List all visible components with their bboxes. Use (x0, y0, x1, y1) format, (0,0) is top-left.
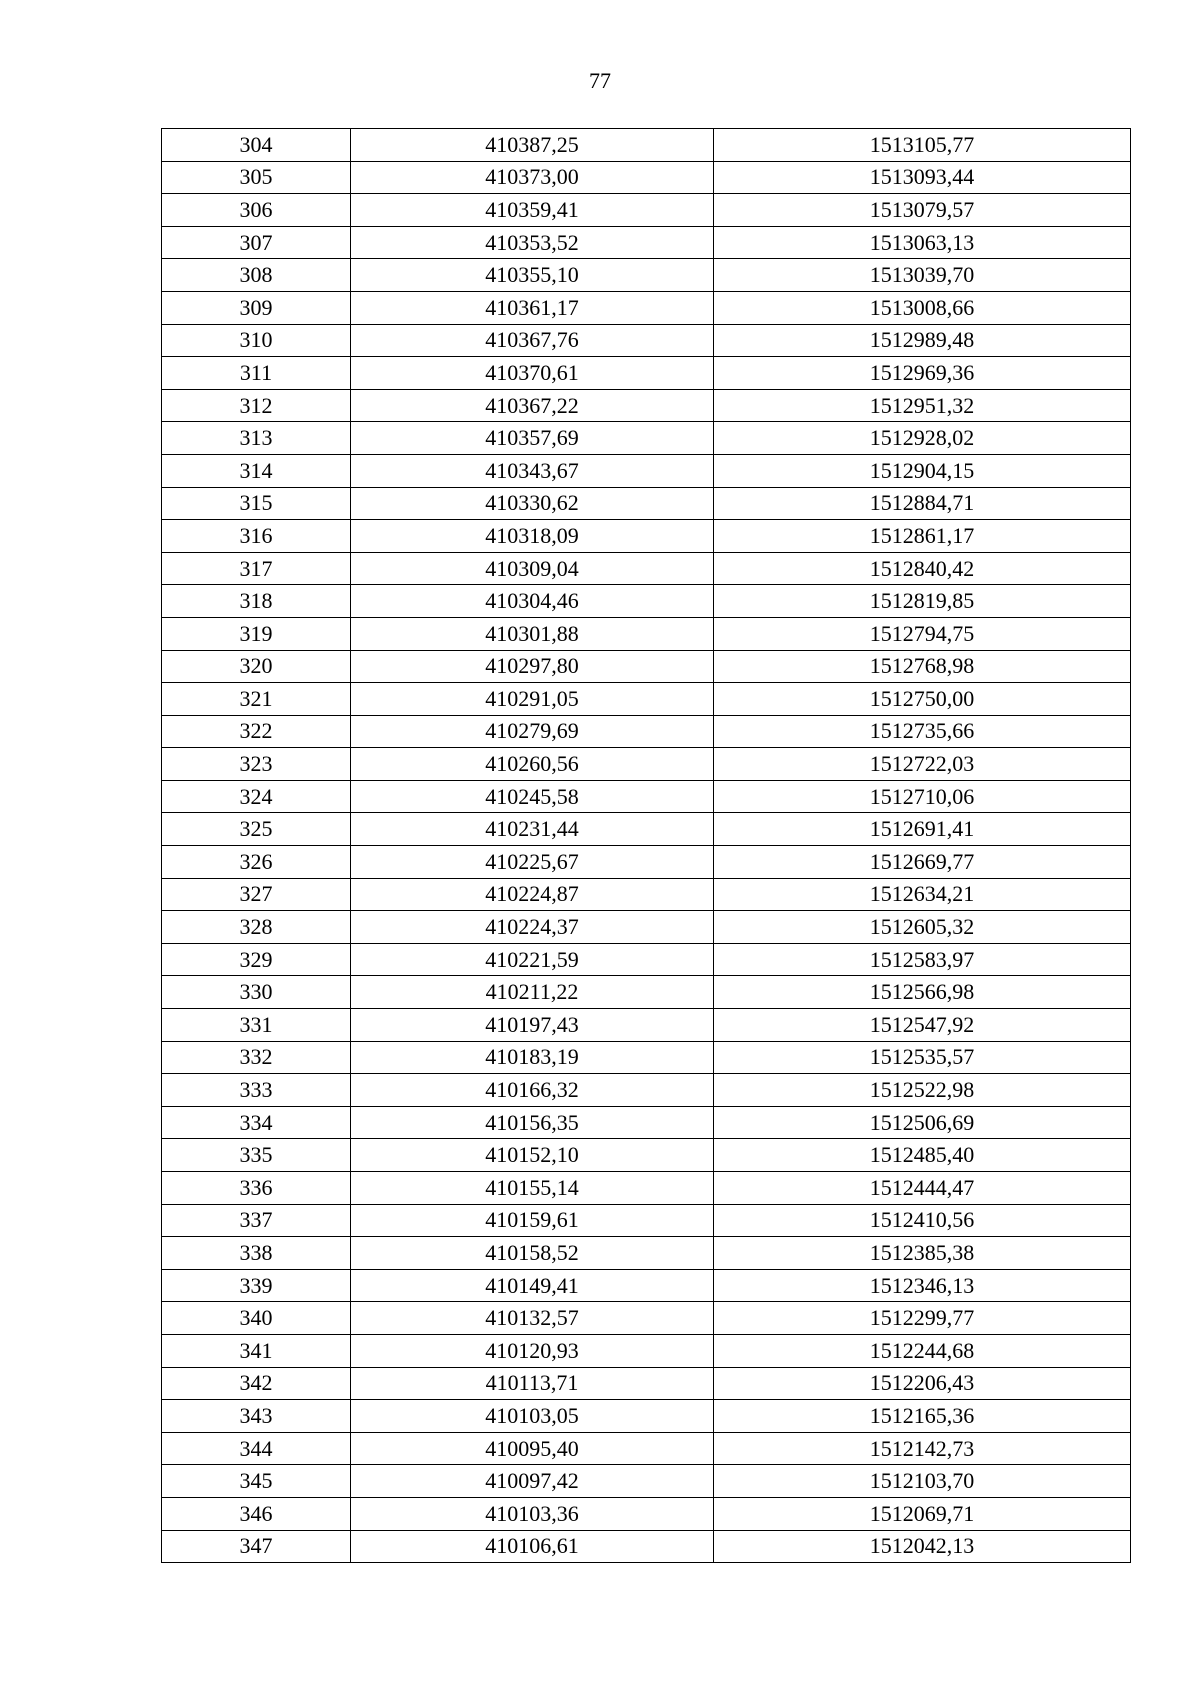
x-coordinate-cell: 410156,35 (351, 1106, 714, 1139)
x-coordinate-cell: 410359,41 (351, 194, 714, 227)
x-coordinate-cell: 410343,67 (351, 454, 714, 487)
point-number-cell: 329 (162, 943, 351, 976)
y-coordinate-cell: 1512410,56 (714, 1204, 1131, 1237)
x-coordinate-cell: 410224,37 (351, 911, 714, 944)
point-number-cell: 305 (162, 161, 351, 194)
x-coordinate-cell: 410245,58 (351, 780, 714, 813)
x-coordinate-cell: 410097,42 (351, 1465, 714, 1498)
point-number-cell: 309 (162, 291, 351, 324)
y-coordinate-cell: 1513105,77 (714, 129, 1131, 162)
point-number-cell: 330 (162, 976, 351, 1009)
x-coordinate-cell: 410221,59 (351, 943, 714, 976)
table-row (162, 683, 1131, 716)
point-number-cell: 311 (162, 357, 351, 390)
table-row (162, 650, 1131, 683)
point-number-cell: 331 (162, 1009, 351, 1042)
table-row (162, 161, 1131, 194)
y-coordinate-cell: 1512884,71 (714, 487, 1131, 520)
y-coordinate-cell: 1512583,97 (714, 943, 1131, 976)
table-row (162, 1400, 1131, 1433)
point-number-cell: 344 (162, 1432, 351, 1465)
x-coordinate-cell: 410361,17 (351, 291, 714, 324)
coordinates-table (161, 128, 1131, 1563)
point-number-cell: 321 (162, 683, 351, 716)
x-coordinate-cell: 410155,14 (351, 1172, 714, 1205)
point-number-cell: 340 (162, 1302, 351, 1335)
x-coordinate-cell: 410279,69 (351, 715, 714, 748)
y-coordinate-cell: 1512819,85 (714, 585, 1131, 618)
point-number-cell: 345 (162, 1465, 351, 1498)
point-number-cell: 323 (162, 748, 351, 781)
x-coordinate-cell: 410224,87 (351, 878, 714, 911)
x-coordinate-cell: 410367,22 (351, 389, 714, 422)
y-coordinate-cell: 1512346,13 (714, 1269, 1131, 1302)
point-number-cell: 304 (162, 129, 351, 162)
table-row (162, 422, 1131, 455)
y-coordinate-cell: 1513093,44 (714, 161, 1131, 194)
y-coordinate-cell: 1513079,57 (714, 194, 1131, 227)
table-row (162, 226, 1131, 259)
x-coordinate-cell: 410132,57 (351, 1302, 714, 1335)
point-number-cell: 313 (162, 422, 351, 455)
table-row (162, 1432, 1131, 1465)
table-row (162, 1269, 1131, 1302)
y-coordinate-cell: 1512299,77 (714, 1302, 1131, 1335)
table-row (162, 1139, 1131, 1172)
y-coordinate-cell: 1512861,17 (714, 520, 1131, 553)
point-number-cell: 343 (162, 1400, 351, 1433)
y-coordinate-cell: 1512206,43 (714, 1367, 1131, 1400)
point-number-cell: 325 (162, 813, 351, 846)
point-number-cell: 341 (162, 1334, 351, 1367)
y-coordinate-cell: 1512042,13 (714, 1530, 1131, 1563)
x-coordinate-cell: 410183,19 (351, 1041, 714, 1074)
table-row (162, 520, 1131, 553)
y-coordinate-cell: 1512735,66 (714, 715, 1131, 748)
x-coordinate-cell: 410095,40 (351, 1432, 714, 1465)
y-coordinate-cell: 1512165,36 (714, 1400, 1131, 1433)
table-row (162, 454, 1131, 487)
point-number-cell: 324 (162, 780, 351, 813)
y-coordinate-cell: 1512989,48 (714, 324, 1131, 357)
table-row (162, 259, 1131, 292)
point-number-cell: 312 (162, 389, 351, 422)
point-number-cell: 342 (162, 1367, 351, 1400)
table-row (162, 846, 1131, 879)
y-coordinate-cell: 1512566,98 (714, 976, 1131, 1009)
table-row (162, 878, 1131, 911)
point-number-cell: 333 (162, 1074, 351, 1107)
point-number-cell: 336 (162, 1172, 351, 1205)
table-row (162, 1530, 1131, 1563)
x-coordinate-cell: 410197,43 (351, 1009, 714, 1042)
table-row (162, 357, 1131, 390)
y-coordinate-cell: 1512904,15 (714, 454, 1131, 487)
x-coordinate-cell: 410330,62 (351, 487, 714, 520)
x-coordinate-cell: 410318,09 (351, 520, 714, 553)
x-coordinate-cell: 410297,80 (351, 650, 714, 683)
y-coordinate-cell: 1512722,03 (714, 748, 1131, 781)
table-row (162, 780, 1131, 813)
y-coordinate-cell: 1512969,36 (714, 357, 1131, 390)
x-coordinate-cell: 410231,44 (351, 813, 714, 846)
table-row (162, 813, 1131, 846)
point-number-cell: 316 (162, 520, 351, 553)
page-number: 77 (589, 68, 611, 93)
point-number-cell: 339 (162, 1269, 351, 1302)
x-coordinate-cell: 410103,36 (351, 1497, 714, 1530)
y-coordinate-cell: 1512142,73 (714, 1432, 1131, 1465)
x-coordinate-cell: 410367,76 (351, 324, 714, 357)
x-coordinate-cell: 410211,22 (351, 976, 714, 1009)
point-number-cell: 346 (162, 1497, 351, 1530)
point-number-cell: 335 (162, 1139, 351, 1172)
y-coordinate-cell: 1512547,92 (714, 1009, 1131, 1042)
x-coordinate-cell: 410106,61 (351, 1530, 714, 1563)
y-coordinate-cell: 1512794,75 (714, 617, 1131, 650)
table-row (162, 1367, 1131, 1400)
y-coordinate-cell: 1512605,32 (714, 911, 1131, 944)
table-row (162, 389, 1131, 422)
point-number-cell: 314 (162, 454, 351, 487)
table-row (162, 715, 1131, 748)
y-coordinate-cell: 1512485,40 (714, 1139, 1131, 1172)
x-coordinate-cell: 410260,56 (351, 748, 714, 781)
point-number-cell: 327 (162, 878, 351, 911)
table-row (162, 1302, 1131, 1335)
point-number-cell: 337 (162, 1204, 351, 1237)
y-coordinate-cell: 1512103,70 (714, 1465, 1131, 1498)
point-number-cell: 318 (162, 585, 351, 618)
x-coordinate-cell: 410355,10 (351, 259, 714, 292)
table-row (162, 1497, 1131, 1530)
table-row (162, 1334, 1131, 1367)
y-coordinate-cell: 1513039,70 (714, 259, 1131, 292)
y-coordinate-cell: 1512750,00 (714, 683, 1131, 716)
x-coordinate-cell: 410387,25 (351, 129, 714, 162)
point-number-cell: 319 (162, 617, 351, 650)
table-row (162, 911, 1131, 944)
table-row (162, 1009, 1131, 1042)
y-coordinate-cell: 1512710,06 (714, 780, 1131, 813)
table-row (162, 585, 1131, 618)
point-number-cell: 320 (162, 650, 351, 683)
point-number-cell: 332 (162, 1041, 351, 1074)
point-number-cell: 322 (162, 715, 351, 748)
point-number-cell: 317 (162, 552, 351, 585)
y-coordinate-cell: 1512069,71 (714, 1497, 1131, 1530)
table-row (162, 617, 1131, 650)
y-coordinate-cell: 1512768,98 (714, 650, 1131, 683)
table-row (162, 1172, 1131, 1205)
y-coordinate-cell: 1512506,69 (714, 1106, 1131, 1139)
point-number-cell: 328 (162, 911, 351, 944)
x-coordinate-cell: 410159,61 (351, 1204, 714, 1237)
table-row (162, 552, 1131, 585)
x-coordinate-cell: 410304,46 (351, 585, 714, 618)
x-coordinate-cell: 410149,41 (351, 1269, 714, 1302)
x-coordinate-cell: 410357,69 (351, 422, 714, 455)
point-number-cell: 308 (162, 259, 351, 292)
y-coordinate-cell: 1512840,42 (714, 552, 1131, 585)
x-coordinate-cell: 410353,52 (351, 226, 714, 259)
y-coordinate-cell: 1512691,41 (714, 813, 1131, 846)
table-row (162, 129, 1131, 162)
table-row (162, 324, 1131, 357)
table-row (162, 194, 1131, 227)
table-row (162, 1041, 1131, 1074)
x-coordinate-cell: 410370,61 (351, 357, 714, 390)
y-coordinate-cell: 1512444,47 (714, 1172, 1131, 1205)
table-row (162, 1074, 1131, 1107)
table-row (162, 976, 1131, 1009)
x-coordinate-cell: 410225,67 (351, 846, 714, 879)
table-row (162, 291, 1131, 324)
x-coordinate-cell: 410120,93 (351, 1334, 714, 1367)
point-number-cell: 347 (162, 1530, 351, 1563)
x-coordinate-cell: 410309,04 (351, 552, 714, 585)
x-coordinate-cell: 410158,52 (351, 1237, 714, 1270)
table-row (162, 1465, 1131, 1498)
y-coordinate-cell: 1512522,98 (714, 1074, 1131, 1107)
x-coordinate-cell: 410301,88 (351, 617, 714, 650)
y-coordinate-cell: 1512535,57 (714, 1041, 1131, 1074)
y-coordinate-cell: 1512634,21 (714, 878, 1131, 911)
point-number-cell: 306 (162, 194, 351, 227)
table-row (162, 1204, 1131, 1237)
point-number-cell: 334 (162, 1106, 351, 1139)
x-coordinate-cell: 410152,10 (351, 1139, 714, 1172)
y-coordinate-cell: 1513063,13 (714, 226, 1131, 259)
point-number-cell: 310 (162, 324, 351, 357)
table-body (162, 129, 1131, 1563)
table-row (162, 748, 1131, 781)
y-coordinate-cell: 1512951,32 (714, 389, 1131, 422)
table-row (162, 943, 1131, 976)
point-number-cell: 326 (162, 846, 351, 879)
y-coordinate-cell: 1512928,02 (714, 422, 1131, 455)
table-row (162, 487, 1131, 520)
x-coordinate-cell: 410103,05 (351, 1400, 714, 1433)
y-coordinate-cell: 1512385,38 (714, 1237, 1131, 1270)
y-coordinate-cell: 1512244,68 (714, 1334, 1131, 1367)
point-number-cell: 315 (162, 487, 351, 520)
table-row (162, 1237, 1131, 1270)
x-coordinate-cell: 410291,05 (351, 683, 714, 716)
x-coordinate-cell: 410113,71 (351, 1367, 714, 1400)
table-row (162, 1106, 1131, 1139)
point-number-cell: 307 (162, 226, 351, 259)
x-coordinate-cell: 410166,32 (351, 1074, 714, 1107)
y-coordinate-cell: 1513008,66 (714, 291, 1131, 324)
point-number-cell: 338 (162, 1237, 351, 1270)
x-coordinate-cell: 410373,00 (351, 161, 714, 194)
y-coordinate-cell: 1512669,77 (714, 846, 1131, 879)
